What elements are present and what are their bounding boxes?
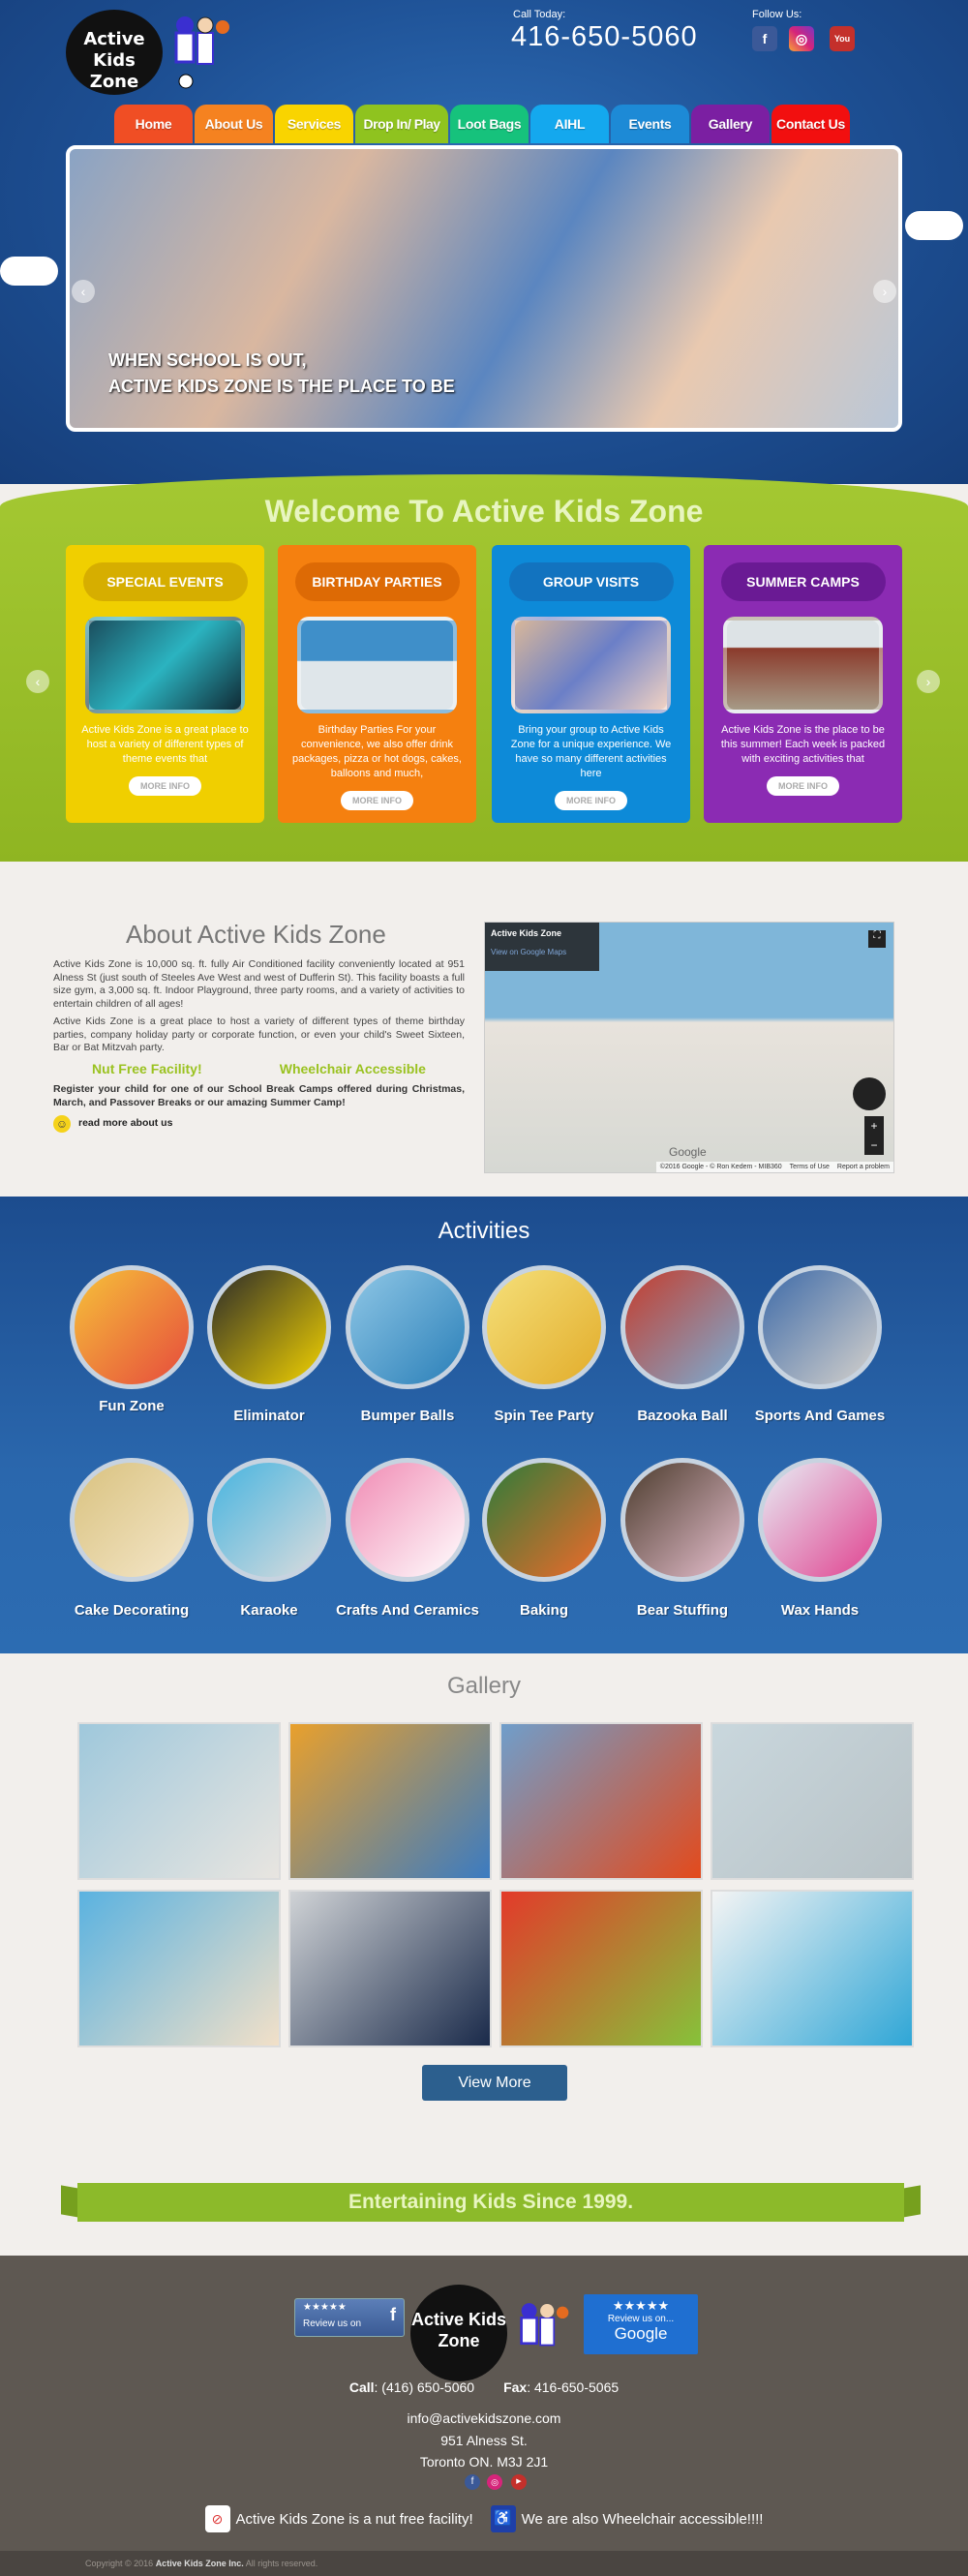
nav-services[interactable]: Services — [275, 105, 353, 143]
street-view-map[interactable] — [484, 922, 894, 1173]
card-photo — [297, 617, 457, 713]
footer-address-2: Toronto ON. M3J 2J1 — [419, 2454, 549, 2470]
activity-photo[interactable] — [346, 1265, 469, 1389]
report-problem-link[interactable]: Report a problem — [836, 1164, 890, 1170]
footer-logo: Active Kids Zone — [410, 2285, 507, 2381]
header-phone[interactable]: 416-650-5060 — [511, 21, 698, 52]
facebook-icon[interactable]: f — [465, 2474, 480, 2490]
card-text: Bring your group to Active Kids Zone for a unique experience. We have so many different activities here — [510, 724, 672, 779]
instagram-icon[interactable]: ◎ — [789, 26, 814, 51]
footer-contact: Call: (416) 650-5060 Fax: 416-650-5065 — [348, 2379, 620, 2395]
gallery-image[interactable] — [711, 1890, 914, 2047]
activity-label[interactable]: Cake Decorating — [74, 1602, 190, 1619]
gallery-image[interactable] — [288, 1890, 492, 2047]
nav-drop-in-play[interactable]: Drop In/ Play — [355, 105, 448, 143]
activity-label[interactable]: Fun Zone — [99, 1398, 165, 1414]
more-info-button[interactable]: MORE INFO — [341, 791, 413, 810]
mascot-kids-icon — [511, 2290, 571, 2378]
cards-next-arrow[interactable]: › — [917, 670, 940, 693]
slide-caption: WHEN SCHOOL IS OUT, ACTIVE KIDS ZONE IS THE PLACE TO BE — [108, 350, 455, 396]
main-nav — [114, 105, 850, 143]
card-group-visits — [492, 545, 690, 823]
activity-photo[interactable] — [70, 1265, 194, 1389]
nut-free-label: Nut Free Facility! — [92, 1060, 202, 1076]
footer — [0, 2256, 968, 2551]
gallery-title: Gallery — [446, 1673, 522, 1699]
gallery-image[interactable] — [499, 1890, 703, 2047]
activity-photo[interactable] — [620, 1458, 744, 1582]
footer-email[interactable]: info@activekidszone.com — [407, 2410, 561, 2426]
card-summer-camps — [704, 545, 902, 823]
activity-label[interactable]: Wax Hands — [780, 1602, 860, 1619]
footer-badges: ⊘ Active Kids Zone is a nut free facility! ♿ We are also Wheelchair accessible!!!! — [0, 2505, 968, 2532]
welcome-title: Welcome To Active Kids Zone — [264, 494, 704, 529]
card-title: BIRTHDAY PARTIES — [295, 562, 460, 601]
activities-title: Activities — [438, 1218, 530, 1244]
activity-label[interactable]: Baking — [519, 1602, 568, 1619]
card-special-events — [66, 545, 264, 823]
activity-label[interactable]: Eliminator — [233, 1408, 305, 1424]
nav-gallery[interactable]: Gallery — [691, 105, 770, 143]
activity-label[interactable]: Bumper Balls — [360, 1408, 455, 1424]
call-today-label: Call Today: — [513, 9, 566, 20]
hero-slider[interactable] — [66, 145, 902, 432]
map-place-name: Active Kids Zone — [491, 928, 562, 938]
google-review-badge[interactable]: ★★★★★ Review us on... Google — [584, 2294, 698, 2354]
card-title: SUMMER CAMPS — [721, 562, 886, 601]
nav-aihl[interactable]: AIHL — [530, 105, 609, 143]
view-more-button[interactable]: View More — [422, 2065, 567, 2101]
activity-photo[interactable] — [758, 1458, 882, 1582]
activity-photo[interactable] — [346, 1458, 469, 1582]
activity-photo[interactable] — [70, 1458, 194, 1582]
facebook-icon[interactable]: f — [752, 26, 777, 51]
more-info-button[interactable]: MORE INFO — [129, 776, 201, 796]
footer-address-1: 951 Alness St. — [440, 2433, 528, 2448]
activity-photo[interactable] — [207, 1458, 331, 1582]
nav-home[interactable]: Home — [114, 105, 193, 143]
nut-free-icon: ⊘ — [205, 2505, 230, 2532]
zoom-controls[interactable]: + − — [864, 1116, 884, 1155]
nav-about-us[interactable]: About Us — [195, 105, 273, 143]
activity-photo[interactable] — [207, 1265, 331, 1389]
facebook-review-badge[interactable]: Review us on f ★★★★★ — [294, 2298, 405, 2337]
mascot-kids-icon — [165, 12, 232, 91]
activity-label[interactable]: Bazooka Ball — [637, 1408, 728, 1424]
footer-fax: : 416-650-5065 — [527, 2379, 620, 2395]
nav-loot-bags[interactable]: Loot Bags — [450, 105, 529, 143]
card-photo — [723, 617, 883, 713]
card-text: Active Kids Zone is the place to be this summer! Each week is packed with exciting activities that — [720, 724, 886, 765]
activity-photo[interactable] — [482, 1265, 606, 1389]
nav-contact-us[interactable]: Contact Us — [771, 105, 850, 143]
activity-photo[interactable] — [620, 1265, 744, 1389]
about-title: About Active Kids Zone — [126, 920, 386, 949]
about-text: Active Kids Zone is 10,000 sq. ft. fully Air Conditioned facility conveniently located at 951 Alness St (just south of Steeles Ave West and west of Dufferin St). This facility boasts a full size gym, a 3,000 sq. ft. Indoor Playground, three party rooms, and a variety of activities to entertain children of all ages! Active Kids Zone is a great place to host a variety of different types of theme birthday parties, company holiday party or corporate function, or even your child's Sweet Sixteen, Bar or Bat Mitzvah party. Nut Free Facility! Wheelchair Accessible Register your child for one of our School Break Camps offered during Christmas, March, and Passover Breaks or our amazing Summer Camp! ☺ read more about us — [53, 958, 465, 1131]
card-photo — [511, 617, 671, 713]
cards-prev-arrow[interactable]: ‹ — [26, 670, 49, 693]
wheelchair-icon: ♿ — [491, 2505, 516, 2532]
activity-photo[interactable] — [758, 1265, 882, 1389]
activity-label[interactable]: Sports And Games — [754, 1408, 886, 1424]
more-info-button[interactable]: MORE INFO — [555, 791, 627, 810]
wheelchair-label: Wheelchair Accessible — [279, 1060, 426, 1076]
youtube-icon[interactable]: You — [830, 26, 855, 51]
more-info-button[interactable]: MORE INFO — [767, 776, 839, 796]
activity-photo[interactable] — [482, 1458, 606, 1582]
activity-label[interactable]: Crafts And Ceramics — [336, 1602, 479, 1619]
nav-events[interactable]: Events — [611, 105, 689, 143]
gallery-image[interactable] — [77, 1722, 281, 1880]
compass-icon[interactable] — [853, 1077, 886, 1110]
card-title: SPECIAL EVENTS — [83, 562, 248, 601]
register-text: Register your child for one of our School Break Camps offered during Christmas, March, and Passover Breaks or our amazing Summer Camp! — [53, 1083, 465, 1108]
map-info-box — [485, 923, 599, 971]
google-logo: Google — [669, 1145, 707, 1159]
follow-us-label: Follow Us: — [752, 9, 802, 20]
site-logo[interactable]: Active Kids Zone — [66, 10, 163, 95]
terms-link[interactable]: Terms of Use — [789, 1164, 830, 1170]
fullscreen-icon[interactable]: ⛶ — [868, 930, 886, 948]
copyright-bar: Copyright © 2016 Active Kids Zone Inc. All rights reserved. — [0, 2551, 968, 2576]
slider-prev-arrow[interactable]: ‹ — [72, 280, 95, 303]
slider-next-arrow[interactable]: › — [873, 280, 896, 303]
cloud-decoration — [0, 257, 58, 286]
card-text: Birthday Parties For your convenience, we also offer drink packages, pizza or hot dogs, cakes, balloons and much, — [292, 724, 462, 779]
instagram-icon[interactable]: ◎ — [487, 2474, 502, 2490]
read-more-link[interactable]: read more about us — [78, 1117, 173, 1130]
gallery-image[interactable] — [711, 1722, 914, 1880]
gallery-image[interactable] — [499, 1722, 703, 1880]
gallery-image[interactable] — [77, 1890, 281, 2047]
card-text: Active Kids Zone is a great place to host a variety of different types of theme events that — [81, 724, 249, 765]
activity-label[interactable]: Spin Tee Party — [494, 1408, 594, 1424]
youtube-icon[interactable]: ▶ — [511, 2474, 527, 2490]
map-attribution: ©2016 Google - © Ron Kedem - MIB360 Terms of Use Report a problem — [656, 1162, 893, 1172]
cloud-decoration — [905, 211, 963, 240]
card-photo — [85, 617, 245, 713]
activity-label[interactable]: Bear Stuffing — [636, 1602, 729, 1619]
smiley-icon: ☺ — [53, 1115, 71, 1133]
card-title: GROUP VISITS — [509, 562, 674, 601]
gallery-image[interactable] — [288, 1722, 492, 1880]
footer-phone[interactable]: : (416) 650-5060 — [374, 2379, 475, 2395]
card-birthday-parties — [278, 545, 476, 823]
activity-label[interactable]: Karaoke — [240, 1602, 298, 1619]
view-on-google-maps-link[interactable]: View on Google Maps — [491, 948, 567, 956]
since-1999-ribbon: Entertaining Kids Since 1999. — [77, 2183, 904, 2222]
